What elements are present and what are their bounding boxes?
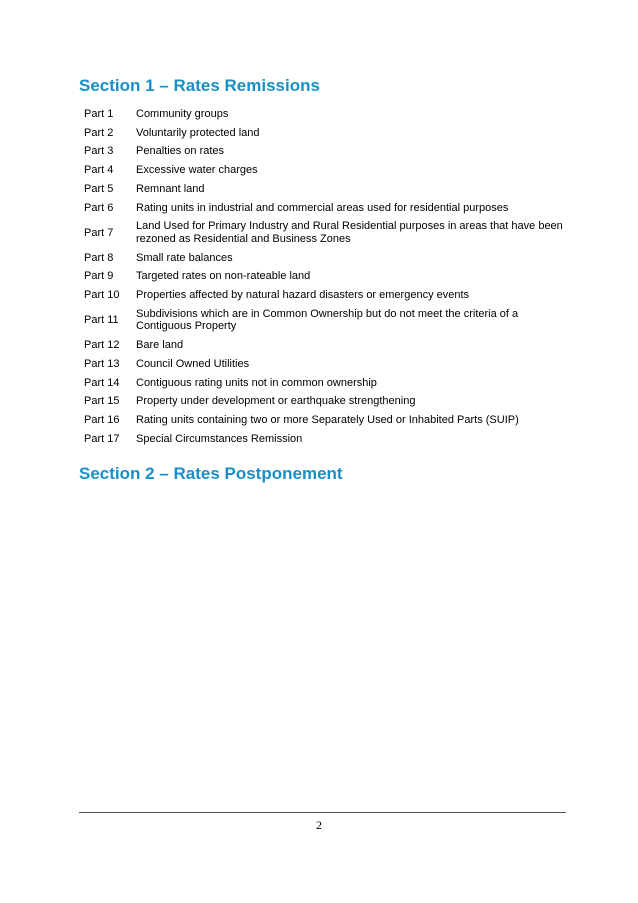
part-title: Special Circumstances Remission <box>136 432 303 445</box>
list-item <box>84 430 574 449</box>
page-number: 2 <box>316 818 322 832</box>
part-title: Council Owned Utilities <box>136 357 250 370</box>
part-number: Part 10 <box>84 289 120 302</box>
part-number: Part 2 <box>84 126 114 139</box>
part-title: Subdivisions which are in Common Ownership but do not meet the criteria of a Contiguous Property <box>136 307 519 333</box>
list-item <box>84 411 574 430</box>
part-title: Rating units containing two or more Separately Used or Inhabited Parts (SUIP) <box>136 414 519 427</box>
part-title: Bare land <box>136 339 184 352</box>
part-number: Part 4 <box>84 164 114 177</box>
list-item <box>84 161 574 180</box>
list-item <box>84 374 574 393</box>
part-title: Community groups <box>136 108 229 121</box>
part-number: Part 17 <box>84 432 120 445</box>
part-title: Remnant land <box>136 182 205 195</box>
list-item <box>84 336 574 355</box>
part-number: Part 14 <box>84 376 120 389</box>
part-number: Part 13 <box>84 357 120 370</box>
part-title: Property under development or earthquake strengthening <box>136 395 416 408</box>
part-title: Land Used for Primary Industry and Rural Residential purposes in areas that have been rezoned as Residential and Business Zones <box>136 220 563 245</box>
remissions-parts-list <box>84 105 574 448</box>
list-item <box>84 355 574 374</box>
part-number: Part 9 <box>84 270 114 283</box>
part-number: Part 8 <box>84 251 114 264</box>
list-item <box>84 267 574 286</box>
part-number: Part 6 <box>84 201 114 214</box>
section-1-heading: Section 1 – Rates Remissions <box>79 76 320 95</box>
list-item <box>84 142 574 161</box>
part-number: Part 11 <box>84 314 119 327</box>
part-title: Voluntarily protected land <box>136 126 260 139</box>
part-title: Small rate balances <box>136 251 233 264</box>
part-title: Contiguous rating units not in common ownership <box>136 376 377 389</box>
part-number: Part 12 <box>84 339 120 352</box>
list-item <box>84 124 574 143</box>
part-number: Part 7 <box>84 226 114 239</box>
list-item <box>84 249 574 268</box>
list-item <box>84 198 574 217</box>
part-number: Part 15 <box>84 395 120 408</box>
section-2-heading: Section 2 – Rates Postponement <box>79 464 343 483</box>
list-item <box>84 305 574 337</box>
footer-divider <box>79 812 566 813</box>
part-number: Part 3 <box>84 145 114 158</box>
part-title: Penalties on rates <box>136 145 225 158</box>
part-number: Part 1 <box>84 108 114 121</box>
part-title: Excessive water charges <box>136 164 258 177</box>
part-number: Part 16 <box>84 414 120 427</box>
part-title: Properties affected by natural hazard disasters or emergency events <box>136 289 470 302</box>
part-number: Part 5 <box>84 182 114 195</box>
list-item <box>84 217 574 249</box>
list-item <box>84 286 574 305</box>
part-title: Rating units in industrial and commercial areas used for residential purposes <box>136 201 509 214</box>
list-item <box>84 392 574 411</box>
part-title: Targeted rates on non-rateable land <box>136 270 311 283</box>
list-item <box>84 180 574 199</box>
list-item <box>84 105 574 124</box>
